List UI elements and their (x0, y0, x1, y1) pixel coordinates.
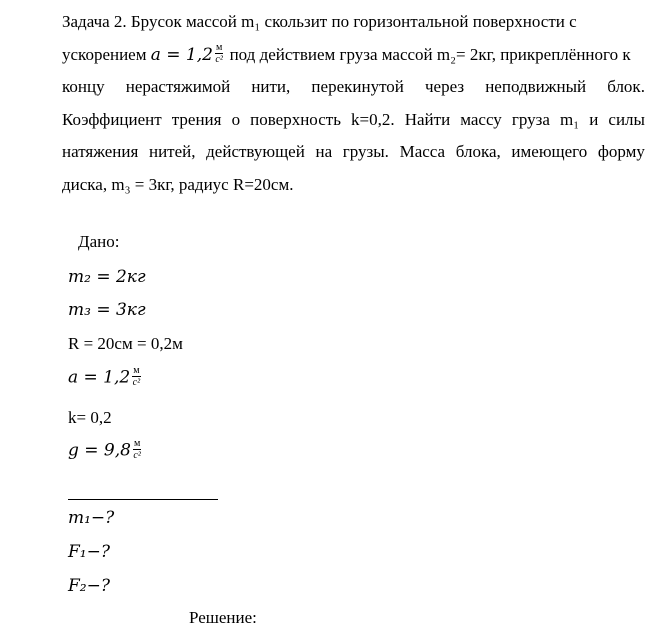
problem-word: k=0,2. (351, 109, 395, 129)
problem-word: концу (62, 77, 105, 96)
unit-denominator: с² (132, 377, 141, 388)
acceleration-unit-fraction (215, 42, 223, 65)
given-gravity-unit (133, 438, 141, 461)
problem-word: и (589, 109, 599, 129)
find-f2: F₂−? (68, 576, 110, 596)
unit-denominator: с² (133, 450, 141, 461)
problem-word: на (315, 142, 333, 161)
unit-numerator: м (215, 42, 223, 54)
find-m1: m₁−? (68, 508, 115, 528)
problem-word: m₁ (559, 109, 580, 129)
given-gravity (68, 440, 143, 463)
problem-word: груза (511, 109, 550, 129)
problem-word: нерастяжимой (125, 77, 231, 96)
unit-numerator: м (133, 438, 141, 449)
problem-line-6: диска, m₃ = 3кг, радиус R=20см. (62, 174, 294, 194)
given-divider-line (68, 499, 218, 500)
problem-word: силы (608, 109, 645, 129)
problem-word: имеющего (511, 142, 588, 161)
problem-word: Найти (404, 109, 451, 129)
find-f1: F₁−? (68, 542, 110, 562)
problem-word: нитей, (148, 142, 196, 161)
problem-word: грузы. (342, 142, 389, 161)
given-m2: m₂ = 2кг (68, 267, 146, 287)
given-acceleration-unit (132, 365, 140, 388)
given-radius: R = 20см = 0,2м (68, 334, 183, 353)
problem-word: о (231, 109, 241, 129)
solution-header: Решение: (189, 608, 257, 627)
problem-word: Коэффициент (62, 109, 162, 129)
given-friction: k= 0,2 (68, 408, 112, 427)
problem-line-3 (62, 71, 645, 104)
problem-word: блок. (607, 77, 645, 96)
unit-numerator: м (133, 365, 140, 376)
problem-word: поверхность (250, 109, 341, 129)
problem-word: форму (597, 142, 645, 161)
unit-denominator: с² (215, 54, 223, 66)
problem-word: нити, (251, 77, 291, 96)
problem-word: неподвижный (485, 77, 587, 96)
problem-line-2-suffix: под действием груза массой m₂= 2кг, прикреплённого к (229, 44, 631, 64)
problem-word: блока, (455, 142, 501, 161)
given-acceleration (68, 367, 143, 390)
problem-word: трения (171, 109, 222, 129)
problem-line-1: Задача 2. Брусок массой m₁ скользит по горизонтальной поверхности с (62, 12, 577, 31)
acceleration-expression: a = 1,2 (150, 44, 213, 65)
given-m3: m₃ = 3кг (68, 300, 146, 320)
problem-word: натяжения (62, 142, 139, 161)
problem-word: Масса (399, 142, 446, 161)
problem-line-2-prefix: ускорением (62, 44, 147, 64)
problem-word: перекинутой (311, 77, 404, 96)
problem-line-4 (62, 104, 645, 137)
problem-word: действующей (206, 142, 305, 161)
problem-line-2 (62, 39, 645, 72)
problem-statement (62, 6, 645, 201)
problem-word: через (425, 77, 465, 96)
given-gravity-value: g = 9,8 (68, 440, 131, 461)
problem-line-5 (62, 136, 645, 169)
given-acceleration-value: a = 1,2 (68, 367, 131, 388)
problem-word: массу (460, 109, 502, 129)
given-header: Дано: (78, 232, 120, 251)
